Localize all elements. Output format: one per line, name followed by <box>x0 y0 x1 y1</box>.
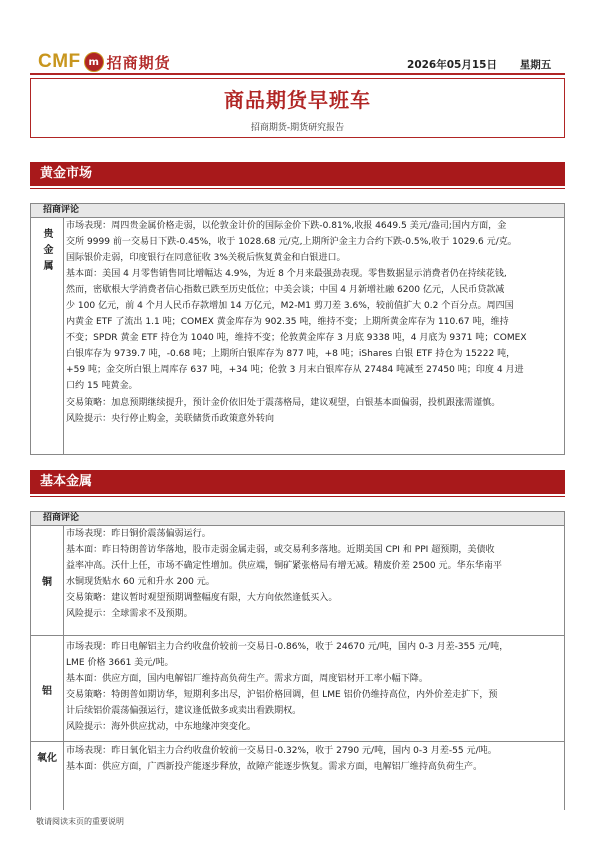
gold-comment-line: 国际银价走弱，印度银行在同意征收 3%关税后恢复黄金和白银进口。 <box>66 253 346 264</box>
alumina-comment-line: 市场表现：昨日氧化铝主力合约收盘价较前一交易日-0.32%，收于 2790 元/吨，国内 0-3 月差-55 元/吨。 <box>66 746 497 756</box>
gold-table-divider <box>63 217 64 455</box>
gold-comment-line: 然而，密歇根大学消费者信心指数已跌至历史低位；中美会谈；中国 4 月新增社融 6200 亿元，人民币贷款减 <box>66 285 505 296</box>
copper-comment-line: 交易策略：建议暂时观望预期调整幅度有限，大方向依然逢低买入。 <box>66 593 338 604</box>
gold-comment-line: 少 100 亿元，前 4 个月人民币存款增加 14 万亿元，M2-M1 剪刀差 3.6%，较前值扩大 0.2 个百分点。周四国 <box>66 301 514 312</box>
gold-comment-line: 风险提示：央行停止购金，美联储货币政策意外转向 <box>66 413 275 424</box>
gold-comment-line: 不变；SPDR 黄金 ETF 持仓为 1040 吨，维持不变；伦敦黄金库存 3 月底 9338 吨，4 月底为 9371 吨；COMEX <box>66 333 527 344</box>
logo-text-cn: 招商期货 <box>106 53 171 72</box>
gold-comment-header: 招商评论 <box>30 203 565 218</box>
copper-comment-line: 水铜现货贴水 60 元和升水 200 元。 <box>66 577 215 588</box>
copper-comment-line: 风险提示：全球需求不及预期。 <box>66 609 193 620</box>
copper-comment-text <box>66 526 562 622</box>
company-logo <box>38 50 171 74</box>
alumina-comment-line: 基本面：供应方面，广西新投产能逐步释放，故障产能逐步恢复。需求方面，电解铝厂维持高负荷生产。 <box>66 762 483 773</box>
gold-comment-line: 白银库存为 9739.7 吨，-0.68 吨；上期所白银库存为 877 吨，+8 吨；iShares 白银 ETF 持仓为 15222 吨， <box>66 349 516 360</box>
gold-comment-line: +59 吨；金交所白银上周库存 637 吨，+34 吨；伦敦 3 月末白银库存从 27484 吨减至 27450 吨；印度 4 月进 <box>66 365 524 376</box>
aluminum-comment-line: 市场表现：昨日电解铝主力合约收盘价较前一交易日-0.86%，收于 24670 元/吨，国内 0-3 月差-355 元/吨， <box>66 642 509 652</box>
copper-comment-line: 益率冲高。沃什上任，市场不确定性增加。供应端，铜矿紧张格局有增无减。精废价差 2500 元。华东华南平 <box>66 561 502 572</box>
aluminum-row-separator <box>30 741 565 742</box>
gold-metal-label: 贵金属 <box>41 228 52 276</box>
gold-comment-text <box>66 218 562 427</box>
logo-badge-icon: m <box>84 52 104 72</box>
aluminum-comment-text <box>66 639 562 735</box>
report-weekday: 星期五 <box>519 59 552 71</box>
footer-note: 敬请阅读末页的重要说明 <box>36 817 124 826</box>
aluminum-comment-line: 风险提示：海外供应扰动，中东地缘冲突变化。 <box>66 722 256 733</box>
page-subtitle: 招商期货-期货研究报告 <box>250 123 345 133</box>
copper-metal-label: 铜 <box>42 577 52 588</box>
header-rule <box>30 73 565 75</box>
logo-text-en: CMF <box>38 51 81 72</box>
section-base-bar: 基本金属 <box>30 470 565 494</box>
gold-comment-line: 交易策略：加息预期继续提升，预计金价依旧处于震荡格局，建议观望，白银基本面偏弱，投机跟涨需谨慎。 <box>66 397 501 408</box>
alumina-comment-text <box>66 743 562 775</box>
aluminum-comment-line: 基本面：供应方面，国内电解铝厂维持高负荷生产。需求方面，周度铝材开工率小幅下降。 <box>66 674 428 685</box>
section-gold-underline <box>30 188 565 189</box>
aluminum-comment-line: LME 价格 3661 美元/吨。 <box>66 658 174 669</box>
aluminum-metal-label: 铝 <box>42 686 52 697</box>
aluminum-comment-line: 交易策略：特朗普如期访华，短期利多出尽，沪铝价格回调，但 LME 铝价仍维持高位，内外价差走扩下，预 <box>66 690 498 701</box>
gold-comment-line: 基本面：美国 4 月零售销售同比增幅达 4.9%，为近 8 个月来最强劲表现。零售数据显示消费者仍在持续花钱, <box>66 269 507 280</box>
alumina-metal-label: 氧化 <box>37 753 57 764</box>
gold-comment-line: 内黄金 ETF 了流出 1.1 吨；COMEX 黄金库存为 902.35 吨，维持不变；上期所黄金库存为 110.67 吨，维持 <box>66 317 509 328</box>
copper-row-separator <box>30 635 565 636</box>
report-date: 2026年05月15日 <box>407 59 497 71</box>
aluminum-comment-line: 计后续铝价震荡偏强运行，建议逢低做多或卖出看跌期权。 <box>66 706 302 717</box>
gold-comment-line: 口约 15 吨黄金。 <box>66 381 138 392</box>
copper-comment-line: 基本面：昨日特朗普访华落地，股市走弱金属走弱，或交易利多落地。近期美国 CPI 和 PPI 超预期，美债收 <box>66 545 495 556</box>
section-base-underline <box>30 496 565 497</box>
section-gold-bar: 黄金市场 <box>30 162 565 186</box>
base-table-divider <box>63 525 64 810</box>
gold-comment-line: 交所 9999 前一交易日下跌-0.45%，收于 1028.68 元/克,上期所沪金主力合约下跌-0.5%,收于 1029.6 元/克。 <box>66 237 517 248</box>
base-comment-header: 招商评论 <box>30 511 565 526</box>
copper-comment-line: 市场表现：昨日铜价震荡偏弱运行。 <box>66 529 211 539</box>
gold-comment-line: 市场表现：周四贵金属价格走弱，以伦敦金计价的国际金价下跌-0.81%,收报 4649.5 美元/盎司;国内方面，金 <box>66 221 507 231</box>
page-title: 商品期货早班车 <box>224 88 371 112</box>
